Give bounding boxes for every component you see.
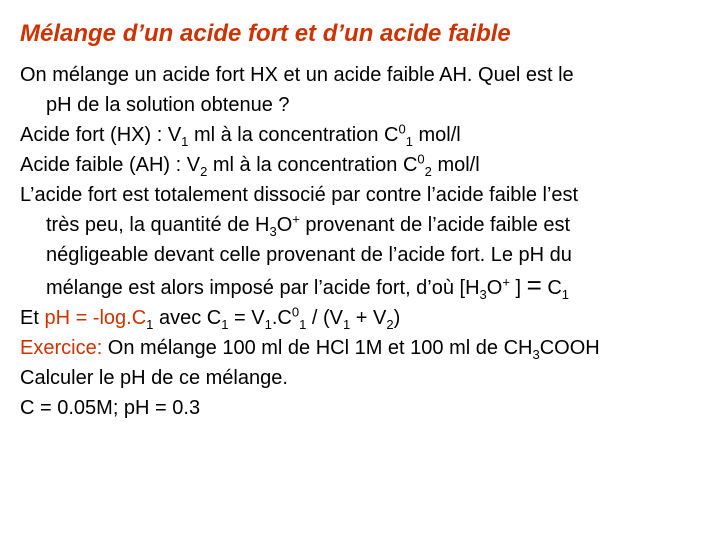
explanation-l4-subscript: 3 — [479, 287, 487, 302]
weak-acid-conc-superscript: 0 — [417, 151, 425, 167]
weak-acid-volume-subscript: 2 — [200, 164, 208, 179]
explanation-l2-a: très peu, la quantité de H — [46, 214, 270, 236]
exercise-chem-a: CH — [503, 337, 533, 359]
formula-e-subscript: 2 — [386, 317, 394, 332]
strong-acid-line — [20, 120, 710, 150]
formula-e: + V — [350, 307, 387, 329]
strong-acid-conc-superscript: 0 — [398, 121, 406, 137]
explanation-l4-c: ] — [509, 277, 527, 299]
slide-body — [20, 60, 710, 423]
intro-line-1: On mélange un acide fort HX et un acide faible AH. Quel est le — [20, 64, 574, 86]
weak-acid-unit: mol/l — [431, 154, 480, 176]
strong-acid-mid: ml à la concentration C — [188, 124, 399, 146]
formula-b-subscript: 1 — [264, 317, 272, 332]
weak-acid-mid: ml à la concentration C — [207, 154, 418, 176]
formula-a-subscript: 1 — [221, 317, 229, 332]
explanation-l2-superscript: + — [292, 211, 300, 227]
explanation-l2-b: O — [276, 214, 293, 236]
formula-b: = V — [228, 307, 265, 329]
strong-acid-unit: mol/l — [412, 124, 461, 146]
explanation-line-3: négligeable devant celle provenant de l’acide fort. Le pH du — [46, 244, 572, 266]
formula-d-subscript: 1 — [342, 317, 351, 332]
question-line: Calculer le pH de ce mélange. — [20, 367, 288, 389]
explanation-l4-subscript-2: 1 — [561, 287, 570, 302]
ph-formula-label: pH = -log.C — [44, 307, 147, 329]
exercise-chem-subscript: 3 — [532, 347, 540, 362]
weak-acid-prefix: Acide faible (AH) : V — [20, 154, 201, 176]
formula-prefix: Et — [20, 307, 45, 329]
formula-line — [20, 303, 710, 333]
formula-a: avec C — [153, 307, 222, 329]
equals-sign: = — [526, 270, 542, 300]
explanation-l4-superscript: + — [502, 274, 510, 290]
explanation-l2-subscript: 3 — [269, 224, 277, 239]
explanation-l4-d: C — [541, 277, 562, 299]
explanation-l4-b: O — [486, 277, 503, 299]
explanation-line-2 — [20, 210, 710, 240]
explanation-l4-a: mélange est alors imposé par l’acide fort, d’où [H — [46, 277, 480, 299]
ph-formula-subscript: 1 — [146, 317, 154, 332]
formula-f: ) — [393, 307, 401, 329]
formula-c-superscript: 0 — [291, 304, 300, 320]
intro-line-2: pH de la solution obtenue ? — [46, 94, 290, 116]
weak-acid-line — [20, 150, 710, 180]
slide-title: Mélange d’un acide fort et d’un acide faible — [20, 20, 511, 47]
exercise-line — [20, 333, 710, 363]
exercise-label: Exercice: — [20, 337, 103, 359]
explanation-l2-c: provenant de l’acide faible est — [299, 214, 571, 236]
formula-c: .C — [271, 307, 292, 329]
explanation-line-1: L’acide fort est totalement dissocié par contre l’acide faible l’est — [20, 184, 579, 206]
exercise-chem-b: COOH — [539, 337, 600, 359]
formula-c-subscript: 1 — [299, 317, 307, 332]
strong-acid-volume-subscript: 1 — [181, 134, 189, 149]
strong-acid-prefix: Acide fort (HX) : V — [20, 124, 182, 146]
formula-d: / (V — [306, 307, 343, 329]
weak-acid-conc-subscript: 2 — [424, 164, 432, 179]
strong-acid-conc-subscript: 1 — [405, 134, 413, 149]
exercise-text: On mélange 100 ml de HCl 1M et 100 ml de — [102, 337, 504, 359]
explanation-line-4 — [20, 270, 710, 303]
answer-line: C = 0.05M; pH = 0.3 — [20, 397, 201, 419]
